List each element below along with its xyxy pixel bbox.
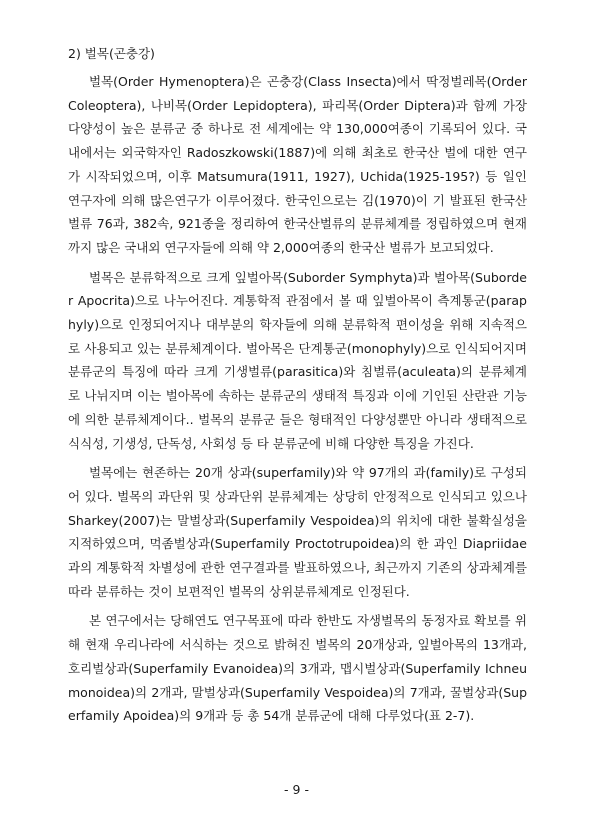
section-heading: 2) 벌목(곤충강) [68, 46, 155, 61]
paragraph-superfamilies: 벌목에는 현존하는 20개 상과(superfamily)와 약 97개의 과(family)로 구성되어 있다. 벌목의 과단위 및 상과단위 분류체계는 상당히 안정적으로 인식되고 있으나 Sharkey(2007)는 말벌상과(Superfamily Vespoidea)의 위치에 대한 불확실성을 지적하였으며, 먹좀벌상과(Superfamily Proctotrupoidea)의 한 과인 Diapriidae과의 계통학적 차별성에 관한 연구결과를 발표하였으나, 최근까지 기존의 상과체계를 따라 분류하는 것이 보편적인 벌목의 상위분류체계로 인정된다. [68, 465, 527, 599]
paragraph-suborders: 벌목은 분류학적으로 크게 잎벌아목(Suborder Symphyta)과 벌아목(Suborder Apocrita)으로 나누어진다. 계통학적 관점에서 볼 때 잎벌아목이 측계통군(paraphyly)으로 인정되어지나 대부분의 학자들에 의해 분류학적 편이성을 위해 지속적으로 사용되고 있는 분류체계이다. 벌아목은 단계통군(monophyly)으로 인식되어지며 분류군의 특징에 따라 크게 기생벌류(parasitica)와 침벌류(aculeata)의 분류체계로 나뉘지며 이는 벌아목에 속하는 분류군의 생태적 특징과 이에 기인된 산란관 기능에 의한 분류체계이다.. 벌목의 분류군 들은 형태적인 다양성뿐만 아니라 생태적으로 식식성, 기생성, 단독성, 사회성 등 타 분류군에 비해 다양한 특징을 가진다. [68, 269, 527, 451]
paragraph-hymenoptera-overview: 벌목(Order Hymenoptera)은 곤충강(Class Insecta)에서 딱정벌레목(Order Coleoptera), 나비목(Order Lepidoptera), 파리목(Order Diptera)과 함께 가장 다양성이 높은 분류군 중 하나로 전 세계에는 약 130,000여종이 기록되어 있다. 국내에서는 외국학자인 Radoszkowski(1887)에 의해 최초로 한국산 벌에 대한 연구가 시작되었으며, 이후 Matsumura(1911, 1927), Uchida(1925-195?) 등 일인연구자에 의해 많은연구가 이루어졌다. 한국인으로는 김(1970)이 기 발표된 한국산 벌류 76과, 382속, 921종을 정리하여 한국산벌류의 분류체계를 정립하였으며 현재까지 많은 국내외 연구자들에 의해 약 2,000여종의 한국산 벌류가 보고되었다. [68, 74, 527, 255]
page-number: - 9 - [284, 782, 309, 797]
paragraph-study-scope: 본 연구에서는 당해연도 연구목표에 따라 한반도 자생벌목의 동정자료 확보를 위해 현재 우리나라에 서식하는 것으로 밝혀진 벌목의 20개상과, 잎벌아목의 13개과, 호리벌상과(Superfamily Evanoidea)의 3개과, 맵시벌상과(Superfamily Ichneumonoidea)의 2개과, 말벌상과(Superfamily Vespoidea)의 7개과, 꿀벌상과(Superfamily Apoidea)의 9개과 등 총 54개 분류군에 대해 다루었다(표 2-7). [68, 613, 527, 724]
